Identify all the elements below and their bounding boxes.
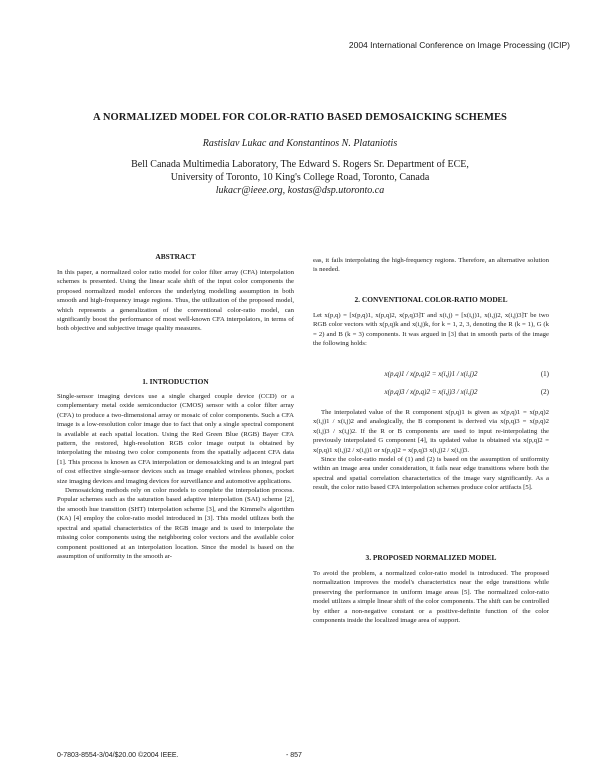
equation-2	[313, 388, 549, 396]
intro-paragraph-1: Single-sensor imaging devices use a single charged couple device (CCD) or a complementary metal oxide semiconductor (CMOS) sensor with a color filter array (CFA) to produce a two-dimensional array or mosaic of color components. Such a CFA image is a low-resolution color image due to fact that only a single spectral component is available at each spatial location. Using the Red Green Blue (RGB) Bayer CFA pattern, the restored, high-resolution RGB color image output is obtained by interpolating the missing two color components from the spatially adjacent CFA data [1]. This process is known as CFA interpolation or demosaicking and is an integral part of cost effective single-sensor devices such as image enabled wireless phones, pocket size imaging devices and imaging devices for surveillance and automotive applications.	[57, 393, 294, 485]
section3-heading-block	[313, 553, 549, 562]
abstract-heading: ABSTRACT	[155, 252, 196, 261]
section2-heading-block	[313, 295, 549, 304]
equation-1-formula: x(p,q)1 / x(p,q)2 = x(i,j)1 / x(i,j)2	[384, 370, 478, 378]
intro-continuation: eas, it fails interpolating the high-frequency regions. Therefore, an alternative solution is needed.	[313, 257, 549, 274]
intro-body	[57, 392, 294, 561]
abstract-heading-block	[57, 252, 294, 261]
affiliation-line-1: Bell Canada Multimedia Laboratory, The Edward S. Rogers Sr. Department of ECE,	[131, 159, 469, 170]
section2-intro	[313, 311, 549, 349]
intro-paragraph-2: Demosaicking methods rely on color models to complete the interpolation process. Popular schemes such as the saturation based adaptive interpolation (SAI) scheme [2], the smooth hue transition (SHT) interpolation scheme [3], and the Kimmel's algorithm (KA) [4] employ the color-ratio model introduced in [3]. This model utilizes both the spectral and spatial characteristics of the RGB image and is used to interpolate the missing color components using the neighboring color vectors and the available color component positioned at an interpolation location. Since the model is based on the assumption of uniformity in the smooth ar-	[57, 487, 294, 560]
section3-heading: 3. PROPOSED NORMALIZED MODEL	[365, 553, 497, 562]
affiliation-line-2: University of Toronto, 10 King's College Road, Toronto, Canada	[170, 172, 430, 183]
section2-heading: 2. CONVENTIONAL COLOR-RATIO MODEL	[354, 295, 508, 304]
page-number: - 857	[286, 752, 302, 759]
section2-paragraph-1: Let x(p,q) = [x(p,q)1, x(p,q)2, x(p,q)3]T and x(i,j) = [x(i,j)1, x(i,j)2, x(i,j)3]T be two RGB color vectors with x(p,q)k and x(i,j)k, for k = 1, 2, 3, denoting the R (k = 1), G (k = 2) and B (k = 3) components. It was argued in [3] that in smooth parts of the image the following holds:	[313, 312, 549, 348]
introduction-heading: 1. INTRODUCTION	[142, 377, 209, 386]
section3-body	[313, 569, 549, 625]
right-column-top	[313, 256, 549, 275]
conference-header: 2004 International Conference on Image Processing (ICIP)	[348, 40, 570, 50]
abstract-body	[57, 268, 294, 334]
equation-2-formula: x(p,q)3 / x(p,q)2 = x(i,j)3 / x(i,j)2	[384, 388, 478, 396]
equation-2-number: (2)	[540, 388, 549, 396]
footer-isbn: 0-7803-8554-3/04/$20.00 ©2004 IEEE.	[57, 752, 179, 759]
section2-paragraph-2: The interpolated value of the R component x(p,q)1 is given as x(p,q)1 = x(p,q)2 x(i,j)1 / x(i,j)2 and analogically, the B component is derived via x(p,q)3 = x(p,q)2 x(i,j)3 / x(i,j)2. If the R or B components are used to input re-interpolating the previously interpolated G component [4], its updated value is obtained via x(p,q)2 = x(p,q)1 x(i,j)2 / x(i,j)1 or x(p,q)2 = x(p,q)3 x(i,j)2 / x(i,j)3.	[313, 409, 549, 454]
equation-1	[313, 370, 549, 378]
section2-body	[313, 408, 549, 493]
author-emails: lukacr@ieee.org, kostas@dsp.utoronto.ca	[215, 185, 385, 196]
paper-authors: Rastislav Lukac and Konstantinos N. Plataniotis	[202, 138, 398, 149]
affiliation	[0, 158, 600, 197]
abstract-text: In this paper, a normalized color ratio model for color filter array (CFA) interpolation schemes is presented. Using the linear scale shift of the input color components the proposed normalized model enforces the underlying modelling assumption in both smooth and high-frequency image regions. Thus, the utilization of the proposed model, which represents a generalization of the conventional color-ratio model, can significantly boost the performance of most well-known CFA interpolators, in terms of both objective and subjective image quality measures.	[57, 269, 294, 333]
intro-heading-block	[57, 377, 294, 386]
equation-1-number: (1)	[540, 370, 549, 378]
section3-paragraph-1: To avoid the problem, a normalized color-ratio model is introduced. The proposed normalization improves the model's characteristics near the edge transitions while preserving the performance in uniform image areas [5]. The normalized color-ratio model utilizes a simple linear shift of the color components. The shift can be controlled by either a non-negative constant or a positive-definite function of the color components inside the localized image area of support.	[313, 570, 549, 625]
section2-paragraph-3: Since the color-ratio model of (1) and (2) is based on the assumption of uniformity within an image area under consideration, it fails near edge transitions where both the spectral and spatial correlation characteristics of the image vary significantly. As a result, the color ratio based CFA interpolation schemes produce color artifacts [5].	[313, 456, 549, 492]
paper-title: A NORMALIZED MODEL FOR COLOR-RATIO BASED DEMOSAICKING SCHEMES	[93, 112, 507, 123]
